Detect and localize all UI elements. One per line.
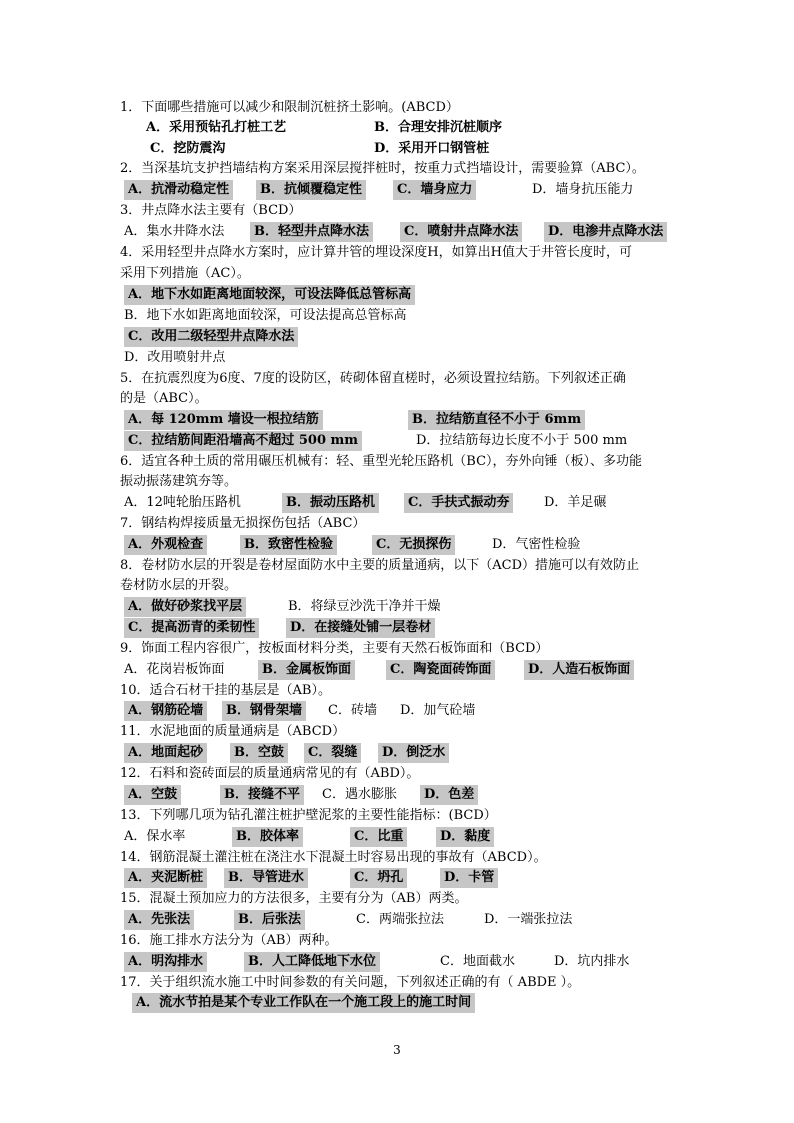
q12-option-b: B．接缝不平 <box>220 785 304 805</box>
q2-option-a: A．抗滑动稳定性 <box>124 180 233 200</box>
q16-option-b: B．人工降低地下水位 <box>244 952 380 972</box>
question-6-line1: 6．适宜各种土质的常用碾压机械有：轻、重型光轮压路机（BC），夯外向锤（板）、多功能 <box>120 454 643 469</box>
q1-option-c: C．挖防震沟 <box>150 141 226 156</box>
page-number: 3 <box>393 1043 401 1057</box>
q3-option-d: D．电渗井点降水法 <box>544 222 667 242</box>
question-5-line1: 5．在抗震烈度为6度、7度的设防区，砖砌体留直槎时，必须设置拉结筋。下列叙述正确 <box>120 371 626 386</box>
q6-option-d: D．羊足碾 <box>544 495 607 510</box>
q7-option-b: B．致密性检验 <box>240 535 337 555</box>
q9-option-a: A．花岗岩板饰面 <box>124 662 225 677</box>
q11-option-b: B．空鼓 <box>230 743 288 763</box>
q11-option-d: D．倒泛水 <box>378 743 449 763</box>
question-7: 7．钢结构焊接质量无损探伤包括（ABC） <box>120 516 366 531</box>
q2-option-b: B．抗倾覆稳定性 <box>256 180 366 200</box>
q11-option-a: A．地面起砂 <box>124 743 207 763</box>
q14-option-b: B．导管进水 <box>224 868 308 888</box>
question-13: 13．下列哪几项为钻孔灌注桩护壁泥浆的主要性能指标：(BCD） <box>120 808 497 823</box>
q7-option-d: D．气密性检验 <box>492 537 581 552</box>
q13-option-a: A．保水率 <box>124 829 186 844</box>
q5-option-c: C．拉结筋间距沿墙高不超过 500 mm <box>124 431 362 451</box>
q4-option-a: A．地下水如距离地面较深，可设法降低总管标高 <box>124 285 415 305</box>
q5-option-d: D．拉结筋每边长度不小于 500 mm <box>416 433 628 448</box>
q5-option-b: B．拉结筋直径不小于 6mm <box>408 410 585 430</box>
q4-option-c: C．改用二级轻型井点降水法 <box>124 327 298 347</box>
question-4-line1: 4．采用轻型井点降水方案时，应计算井管的埋设深度H，如算出H值大于井管长度时，可 <box>120 245 632 260</box>
q3-option-a: A．集水井降水法 <box>124 224 225 239</box>
question-3: 3．井点降水法主要有（BCD） <box>120 203 302 218</box>
question-12: 12．石料和瓷砖面层的质量通病常见的有（ABD）。 <box>120 766 420 781</box>
q8-option-c: C．提高沥青的柔韧性 <box>124 618 259 638</box>
q2-option-c: C．墙身应力 <box>393 180 476 200</box>
q16-option-d: D．坑内排水 <box>554 954 630 969</box>
question-16: 16．施工排水方法分为（AB）两种。 <box>120 933 338 948</box>
question-1: 1．下面哪些措施可以减少和限制沉桩挤土影响。(ABCD） <box>120 100 459 115</box>
question-11: 11．水泥地面的质量通病是（ABCD） <box>120 724 346 739</box>
q12-option-d: D．色差 <box>420 785 478 805</box>
q1-option-a: A．采用预钻孔打桩工艺 <box>146 120 287 135</box>
q12-option-c: C．遇水膨胀 <box>322 787 397 802</box>
q15-option-d: D．一端张拉法 <box>484 912 573 927</box>
question-9: 9．饰面工程内容很广，按板面材料分类，主要有天然石板饰面和（BCD） <box>120 641 549 656</box>
q6-option-c: C．手扶式振动夯 <box>404 493 513 513</box>
question-15: 15．混凝土预加应力的方法很多，主要有分为（AB）两类。 <box>120 891 468 906</box>
q16-option-c: C．地面截水 <box>440 954 515 969</box>
q8-option-a: A．做好砂浆找平层 <box>124 597 246 617</box>
question-6-line2: 振动振荡建筑夯等。 <box>120 474 238 489</box>
q16-option-a: A．明沟排水 <box>124 952 207 972</box>
q9-option-c: C．陶瓷面砖饰面 <box>386 660 495 680</box>
q4-option-b: B．地下水如距离地面较深，可设法提高总管标高 <box>124 308 407 323</box>
q11-option-c: C．裂缝 <box>304 743 361 763</box>
question-14: 14．钢筋混凝土灌注桩在浇注水下混凝土时容易出现的事故有（ABCD）。 <box>120 850 547 865</box>
q10-option-d: D．加气砼墙 <box>400 703 476 718</box>
q9-option-b: B．金属板饰面 <box>258 660 355 680</box>
question-8-line1: 8．卷材防水层的开裂是卷材屋面防水中主要的质量通病，以下（ACD）措施可以有效防止 <box>120 558 640 573</box>
q9-option-d: D．人造石板饰面 <box>524 660 634 680</box>
question-17: 17．关于组织流水施工中时间参数的有关问题，下列叙述正确的有（ ABDE ）。 <box>120 975 581 990</box>
q15-option-a: A．先张法 <box>124 910 194 930</box>
q12-option-a: A．空鼓 <box>124 785 181 805</box>
q5-option-a: A．每 120mm 墙设一根拉结筋 <box>124 410 323 430</box>
q10-option-c: C．砖墙 <box>328 703 377 718</box>
q13-option-b: B．胶体率 <box>232 827 303 847</box>
q1-option-d: D．采用开口钢管桩 <box>374 141 490 156</box>
question-2: 2．当深基坑支护挡墙结构方案采用深层搅拌桩时，按重力式挡墙设计，需要验算（ABC）。 <box>120 161 645 176</box>
q2-option-d: D．墙身抗压能力 <box>532 182 634 197</box>
q4-option-d: D．改用喷射井点 <box>124 350 226 365</box>
q7-option-c: C．无损探伤 <box>372 535 455 555</box>
question-4-line2: 采用下列措施（AC）。 <box>120 266 250 281</box>
q3-option-c: C．喷射井点降水法 <box>400 222 522 242</box>
q8-option-d: D．在接缝处铺一层卷材 <box>286 618 435 638</box>
question-8-line2: 卷材防水层的开裂。 <box>120 578 238 593</box>
q1-option-b: B．合理安排沉桩顺序 <box>374 120 502 135</box>
q13-option-c: C．比重 <box>350 827 407 847</box>
q10-option-a: A．钢筋砼墙 <box>124 701 207 721</box>
q14-option-a: A．夹泥断桩 <box>124 868 207 888</box>
q6-option-b: B．振动压路机 <box>282 493 379 513</box>
q13-option-d: D．黏度 <box>436 827 494 847</box>
q7-option-a: A．外观检查 <box>124 535 207 555</box>
q6-option-a: A．12吨轮胎压路机 <box>124 495 241 510</box>
q10-option-b: B．钢骨架墙 <box>222 701 306 721</box>
q15-option-b: B．后张法 <box>234 910 305 930</box>
q15-option-c: C．两端张拉法 <box>356 912 444 927</box>
q17-option-a: A．流水节拍是某个专业工作队在一个施工段上的施工时间 <box>132 993 475 1013</box>
q14-option-c: C．坍孔 <box>350 868 407 888</box>
q14-option-d: D．卡管 <box>440 868 498 888</box>
q3-option-b: B．轻型井点降水法 <box>250 222 373 242</box>
question-5-line2: 的是（ABC）。 <box>120 391 208 406</box>
q8-option-b: B．将绿豆沙洗干净并干燥 <box>288 599 441 614</box>
question-10: 10．适合石材干挂的基层是（AB）。 <box>120 683 331 698</box>
